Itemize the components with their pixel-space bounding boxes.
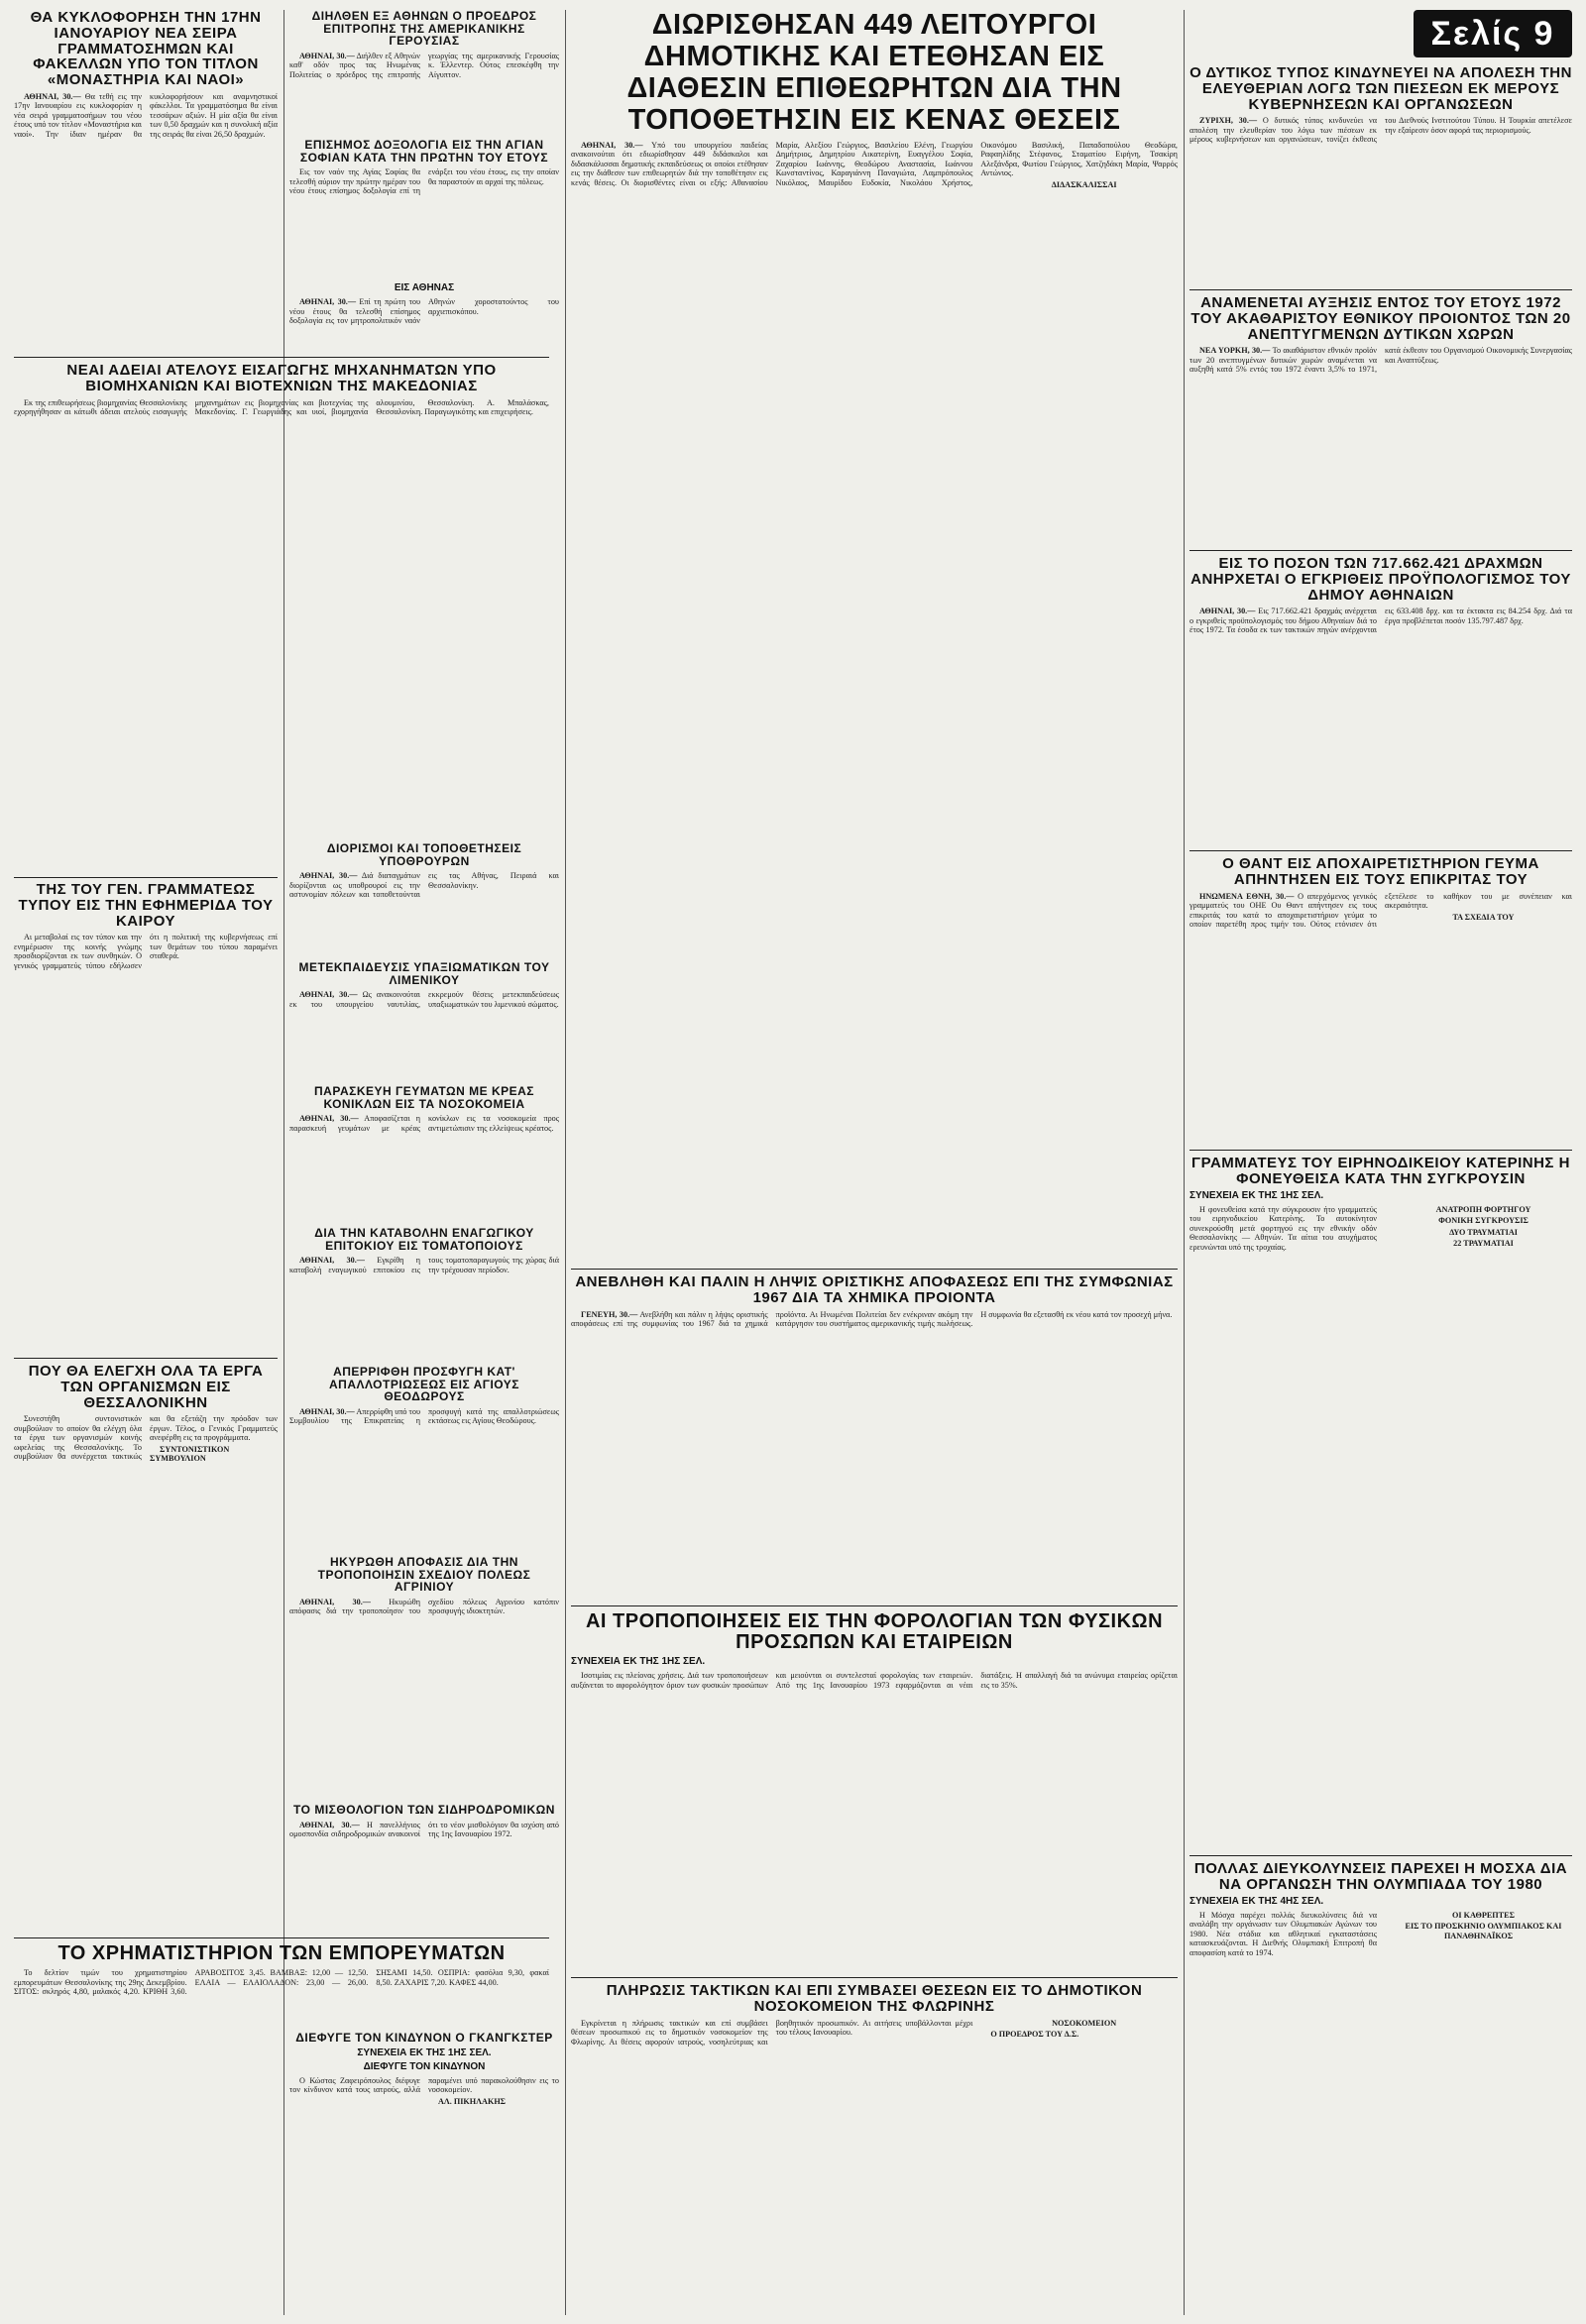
divider (14, 1358, 278, 1359)
article-body: Ισοτιμίας εις πλείονας χρήσεις. Διά των τροποποιήσεων αυξάνεται το αφορολόγητον όριον των φυσικών προσώπων και μειούνται οι συντελεσταί φορολογίας των εταιρειών. Από της 1ης Ιανουαρίου 1973 εφαρμόζονται αι νέαι διατάξεις. Η απαλλαγή διά τα ανώνυμα εταιρείας ορίζεται εις το 35%. (571, 1671, 1178, 1690)
article-body: ΑΘΗΝΑΙ, 30.— Απερρίφθη υπό του Συμβουλίου της Επικρατείας η προσφυγή κατά της απαλλοτριώσεως εκτάσεως εις Αγίους Θεοδώρους. (289, 1406, 559, 1426)
divider (14, 877, 278, 878)
article-body: ΗΝΩΜΕΝΑ ΕΘΝΗ, 30.— Ο απερχόμενος γενικός γραμματεύς του ΟΗΕ Ου Θαντ απήντησεν εις τους επικριτάς του κατά το αποχαιρετιστήριον γεύμα το οποίον παρετέθη προς τιμήν του. Ούτος ετόνισεν ότι εξετέλεσε το καθήκον του με συνέπειαν και ακεραιότητα. ΤΑ ΣΧΕΔΙΑ ΤΟΥ (1190, 891, 1572, 930)
headline: ΗΚΥΡΩΘΗ ΑΠΟΦΑΣΙΣ ΔΙΑ ΤΗΝ ΤΡΟΠΟΠΟΙΗΣΙΝ ΣΧΕΔΙΟΥ ΠΟΛΕΩΣ ΑΓΡΙΝΙΟΥ (317, 1556, 531, 1595)
article-athens (289, 279, 559, 359)
divider (1190, 289, 1572, 290)
divider (1190, 1150, 1572, 1151)
newspaper-page (14, 10, 1572, 2315)
article-body: ΑΘΗΝΑΙ, 30.— Επί τη πρώτη του νέου έτους θα τελεσθή επίσημος δοξολογία εις τον μητροπολιτικόν ναόν Αθηνών χοροστατούντος του αρχιεπισκόπου. (289, 297, 559, 326)
article-port-police (289, 961, 559, 1080)
article-doxology (289, 139, 559, 277)
dateline: ΣΥΝΕΧΕΙΑ ΕΚ ΤΗΣ 1ΗΣ ΣΕΛ. (357, 2047, 492, 2058)
headline: ΔΙΟΡΙΣΜΟΙ ΚΑΙ ΤΟΠΟΘΕΤΗΣΕΙΣ ΥΠΟΘΡΟΥΡΩΝ (326, 842, 522, 868)
headline: ΕΠΙΣΗΜΟΣ ΔΟΞΟΛΟΓΙΑ ΕΙΣ ΤΗΝ ΑΓΙΑΝ ΣΟΦΙΑΝ ΚΑΤΑ ΤΗΝ ΠΡΩΤΗΝ ΤΟΥ ΕΤΟΥΣ (299, 139, 549, 165)
article-body: ΑΘΗΝΑΙ, 30.— Εγκρίθη η καταβολή εναγωγικού επιτοκίου εις τους τοματοπαραγωγούς της χώρας διά την τρέχουσαν περίοδον. (289, 1256, 559, 1274)
article-taxation (571, 1611, 1178, 1973)
article-body: ΑΘΗΝΑΙ, 30.— Διήλθεν εξ Αθηνών καθ' οδόν προς τας Ηνωμένας Πολιτείας ο πρόεδρος της επιτροπής γεωργίας της αμερικανικής Γερουσίας κ. Έλλεντερ. Ούτος επεσκέφθη την Αίγυπτον. (289, 51, 559, 79)
article-body: Το δελτίον τιμών του χρηματιστηρίου εμπορευμάτων Θεσσαλονίκης της 29ης Δεκεμβρίου. ΣΙΤΟΣ: σκληρός 4,80, μαλακός 4,20. ΚΡΙΘΗ 3,60. ΑΡΑΒΟΣΙΤΟΣ 3,45. ΒΑΜΒΑΞ: 12,00 — 12,50. ΕΛΑΙΑ — ΕΛΑΙΟΛΑΔΟΝ: 23,00 — 26,00. ΣΗΣΑΜΙ 14,50. ΟΣΠΡΙΑ: φασόλια 9,30, φακαί 8,50. ΖΑΧΑΡΙΣ 7,20. ΚΑΦΕΣ 44,00. (14, 1968, 549, 1997)
article-guards (289, 842, 559, 956)
headline: ΤΟ ΧΡΗΜΑΤΙΣΤΗΡΙΟΝ ΤΩΝ ΕΜΠΟΡΕΥΜΑΤΩΝ (57, 1943, 506, 1964)
article-body: ΑΘΗΝΑΙ, 30.— Ως ανακοινούται εκ του υπουργείου ναυτιλίας, εκκρεμούν θέσεις μετεκπαιδεύσεως υπαξιωματικών του λιμενικού σώματος. (289, 990, 559, 1009)
divider (1190, 1855, 1572, 1856)
divider (571, 1605, 1178, 1606)
divider (14, 1937, 549, 1938)
article-moscow-olympics (1190, 1861, 1572, 2312)
article-body: Εις τον ναόν της Αγίας Σοφίας θα τελεσθή αύριον την πρώτην ημέραν του νέου έτους επίσημος δοξολογία επί τη ενάρξει του νέου έτους, εις την οποίαν θα παραστούν αι αρχαί της πόλεως. (289, 167, 559, 196)
article-katerini (1190, 1156, 1572, 1849)
article-body: ΑΘΗΝΑΙ, 30.— Διά διαταγμάτων διορίζονται ως υποθρουροί εις την αστυνομίαν πόλεων και τοποθετούνται εις τας Αθήνας, Πειραιά και Θεσσαλονίκην. (289, 871, 559, 900)
article-western-press (1190, 65, 1572, 283)
article-senator (289, 10, 559, 134)
headline: ΤΗΣ ΤΟΥ ΓΕΝ. ΓΡΑΜΜΑΤΕΩΣ ΤΥΠΟΥ ΕΙΣ ΤΗΝ ΕΦΗΜΕΡΙΔΑ ΤΟΥ ΚΑΙΡΟΥ (18, 882, 274, 930)
headline: ΑΝΕΒΛΗΘΗ ΚΑΙ ΠΑΛΙΝ Η ΛΗΨΙΣ ΟΡΙΣΤΙΚΗΣ ΑΠΟΦΑΣΕΩΣ ΕΠΙ ΤΗΣ ΣΥΜΦΩΝΙΑΣ 1967 ΔΙΑ ΤΑ ΧΗΜΙΚΑ ΠΡΟΙΟΝΤΑ (575, 1274, 1174, 1306)
headline: ΔΙΗΛΘΕΝ ΕΞ ΑΘΗΝΩΝ Ο ΠΡΟΕΔΡΟΣ ΕΠΙΤΡΟΠΗΣ ΤΗΣ ΑΜΕΡΙΚΑΝΙΚΗΣ ΓΕΡΟΥΣΙΑΣ (311, 10, 537, 49)
headline: ΑΙ ΤΡΟΠΟΠΟΙΗΣΕΙΣ ΕΙΣ ΤΗΝ ΦΟΡΟΛΟΓΙΑΝ ΤΩΝ ΦΥΣΙΚΩΝ ΠΡΟΣΩΠΩΝ ΚΑΙ ΕΤΑΙΡΕΙΩΝ (585, 1611, 1164, 1653)
headline: ΠΟΥ ΘΑ ΕΛΕΓΧΗ ΟΛΑ ΤΑ ΕΡΓΑ ΤΩΝ ΟΡΓΑΝΙΣΜΩΝ ΕΙΣ ΘΕΣΣΑΛΟΝΙΚΗΝ (28, 1364, 264, 1411)
article-body: ΑΘΗΝΑΙ, 30.— Εις 717.662.421 δραχμάς ανέρχεται ο εγκριθείς προϋπολογισμός του δήμου Αθηναίων διά το έτος 1972. Τα έσοδα εκ των τακτικών πηγών ανέρχονται εις 633.408 δρχ. και τα έκτακτα εις 84.254 δρχ. Διά τα έργα προβλέπεται ποσόν 135.797.487 δρχ. (1190, 607, 1572, 635)
article-thant (1190, 856, 1572, 1144)
article-thessaloniki-works (14, 1364, 278, 1929)
article-body: ΑΘΗΝΑΙ, 30.— Αποφασίζεται η παρασκευή γευμάτων με κρέας κονίκλων εις τα νοσοκομεία προς αντιμετώπισιν της ελλείψεως κρέατος. (289, 1114, 559, 1133)
article-body: Αι μεταβολαί εις τον τύπον και την ενημέρωσιν της κοινής γνώμης προσδιορίζονται εκ των συνθηκών. Ο γενικός γραμματεύς τύπου εδήλωσεν ότι η πολιτική της κυβερνήσεως επί των θεμάτων του τύπου παραμένει σταθερά. (14, 933, 278, 970)
headline: Ο ΘΑΝΤ ΕΙΣ ΑΠΟΧΑΙΡΕΤΙΣΤΗΡΙΟΝ ΓΕΥΜΑ ΑΠΗΝΤΗΣΕΝ ΕΙΣ ΤΟΥΣ ΕΠΙΚΡΙΤΑΣ ΤΟΥ (1222, 856, 1539, 888)
headline: ΠΛΗΡΩΣΙΣ ΤΑΚΤΙΚΩΝ ΚΑΙ ΕΠΙ ΣΥΜΒΑΣΕΙ ΘΕΣΕΩΝ ΕΙΣ ΤΟ ΔΗΜΟΤΙΚΟΝ ΝΟΣΟΚΟΜΕΙΟΝ ΤΗΣ ΦΛΩΡΙΝΗΣ (606, 1983, 1143, 2015)
headline: ΝΕΑΙ ΑΔΕΙΑΙ ΑΤΕΛΟΥΣ ΕΙΣΑΓΩΓΗΣ ΜΗΧΑΝΗΜΑΤΩΝ ΥΠΟ ΒΙΟΜΗΧΑΝΙΩΝ ΚΑΙ ΒΙΟΤΕΧΝΙΩΝ ΤΗΣ ΜΑΚΕΔΟΝΙΑΣ (66, 363, 497, 394)
headline: ΠΟΛΛΑΣ ΔΙΕΥΚΟΛΥΝΣΕΙΣ ΠΑΡΕΧΕΙ Η ΜΟΣΧΑ ΔΙΑ ΝΑ ΟΡΓΑΝΩΣΗ ΤΗΝ ΟΛΥΜΠΙΑΔΑ ΤΟΥ 1980 (1193, 1861, 1568, 1893)
headline: ΔΙΕΦΥΓΕ ΤΟΝ ΚΙΝΔΥΝΟΝ Ο ΓΚΑΝΓΚΣΤΕΡ (295, 2032, 553, 2045)
divider (1190, 850, 1572, 851)
article-gangster (289, 2032, 559, 2309)
section-heading: ΕΙΣ ΑΘΗΝΑΣ (394, 282, 455, 293)
article-budget (1190, 556, 1572, 843)
article-body: ΑΘΗΝΑΙ, 30.— Θα τεθή εις την 17ην Ιανουαρίου εις κυκλοφορίαν η νέα σειρά γραμματοσήμων του νέου έτους υπό τον τίτλον «Μοναστήρια και ναοί». Την ίδιαν ημέραν θα κυκλοφορήσουν και αναμνηστικοί φάκελλοι. Τα γραμματόσημα θα είναι τεσσάρων αξιών. Η μία αξία θα είναι των 0,50 δραχμών και η συνολική αξία της σειράς θα είναι 26,50 δραχμών. (14, 91, 278, 139)
article-chemicals (571, 1274, 1178, 1602)
headline: ΘΑ ΚΥΚΛΟΦΟΡΗΣΗ ΤΗΝ 17ΗΝ ΙΑΝΟΥΑΡΙΟΥ ΝΕΑ ΣΕΙΡΑ ΓΡΑΜΜΑΤΟΣΗΜΩΝ ΚΑΙ ΦΑΚΕΛΛΩΝ ΥΠΟ ΤΟΝ ΤΙΤΛΟΝ «ΜΟΝΑΣΤΗΡΙΑ ΚΑΙ ΝΑΟΙ» (30, 10, 262, 88)
article-body: Η φονευθείσα κατά την σύγκρουσιν ήτο γραμματεύς του ειρηνοδικείου Κατερίνης. Το αυτοκίνητον συνεκρούσθη μετά φορτηγού εις την εθνικήν οδόν Θεσσαλονίκης — Αθηνών. Τα αίτια του ατυχήματος ερευνώνται υπό της τροχαίας. ΑΝΑΤΡΟΠΗ ΦΟΡΤΗΓΟΥ ΦΟΝΙΚΗ ΣΥΓΚΡΟΥΣΙΣ ΔΥΟ ΤΡΑΥΜΑΤΙΑΙ 22 ΤΡΑΥΜΑΤΙΑΙ (1190, 1204, 1531, 1252)
dateline: ΣΥΝΕΧΕΙΑ ΕΚ ΤΗΣ 1ΗΣ ΣΕΛ. (571, 1656, 706, 1667)
article-rabbit-meals (289, 1085, 559, 1219)
article-agrinio (289, 1556, 559, 1739)
headline: ΤΟ ΜΙΣΘΟΛΟΓΙΟΝ ΤΩΝ ΣΙΔΗΡΟΔΡΟΜΙΚΩΝ (293, 1804, 555, 1817)
article-body: ΓΕΝΕΥΗ, 30.— Ανεβλήθη και πάλιν η λήψις οριστικής αποφάσεως επί της συμφωνίας του 1967 διά τα χημικά προϊόντα. Αι Ηνωμέναι Πολιτείαι δεν ενέκριναν ακόμη την κατάργησιν του συστήματος αμερικανικής τιμής πωλήσεως. Η συμφωνία θα εξετασθή εκ νέου κατά τον προσεχή μήνα. (571, 1309, 1173, 1329)
divider (571, 1977, 1178, 1978)
headline: ΜΕΤΕΚΠΑΙΔΕΥΣΙΣ ΥΠΑΞΙΩΜΑΤΙΚΩΝ ΤΟΥ ΛΙΜΕΝΙΚΟΥ (298, 961, 550, 987)
article-tomato (289, 1227, 559, 1356)
article-body: Η Μόσχα παρέχει πολλάς διευκολύνσεις διά να αναλάβη την οργάνωσιν των Ολυμπιακών Αγώνων του 1980. Νέα στάδια και αθλητικαί εγκαταστάσεις κατασκευάζονται. Η Διεθνής Ολυμπιακή Επιτροπή θα αποφασίση κατά το 1974. ΟΙ ΚΑΘΡΕΠΤΕΣ ΕΙΣ ΤΟ ΠΡΟΣΚΗΝΙΟ ΟΛΥΜΠΙΑΚΟΣ ΚΑΙ ΠΑΝΑΘΗΝΑΪΚΟΣ (1190, 1910, 1562, 1957)
article-body: Εκ της επιθεωρήσεως βιομηχανίας Θεσσαλονίκης εχορηγήθησαν αι κάτωθι άδειαι ατελούς εισαγωγής μηχανημάτων εις βιομηχανίας και βιοτεχνίας της Μακεδονίας. Γ. Γεωργιάδης και υιοί, βιομηχανία αλουμινίου, Θεσσαλονίκη. Α. Μπαλάσκας, Θεσσαλονίκη. Παραγωγικότης και επιχειρήσεις. (14, 397, 549, 417)
headline: ΠΑΡΑΣΚΕΥΗ ΓΕΥΜΑΤΩΝ ΜΕ ΚΡΕΑΣ ΚΟΝΙΚΛΩΝ ΕΙΣ ΤΑ ΝΟΣΟΚΟΜΕΙΑ (314, 1085, 534, 1111)
article-body: ΑΘΗΝΑΙ, 30.— Υπό του υπουργείου παιδείας ανακοινούται ότι εδιωρίσθησαν 449 διδάσκαλοι και διδασκάλισσαι δημοτικής εκπαιδεύσεως οι οποίοι ετέθησαν εις την διάθεσιν των επιθεωρητών διά την τοποθέτησιν εις κενάς θέσεις. Οι διορισθέντες είναι οι εξής: Αθανασίου Μαρία, Αλεξίου Γεώργιος, Βασιλείου Ελένη, Γεωργίου Δημήτριος, Δημητρίου Αικατερίνη, Ευαγγέλου Σοφία, Ζαχαρίου Ιωάννης, Θεοδώρου Αναστασία, Ιωάννου Κωνσταντίνος, Καραγιάννη Παναγιώτα, Λαμπρόπουλος Νικόλαος, Μαυρίδου Ευδοκία, Νικολάου Χρήστος, Οικονόμου Βασιλική, Παπαδοπούλου Θεοδώρα, Ραφαηλίδης Στέφανος, Σταματίου Ειρήνη, Τσακίρη Αλεξάνδρα, Φωτίου Γεώργιος, Χατζηδάκη Μαρία, Ψαρρός Αντώνιος. ΔΙΔΑΣΚΑΛΙΣΣΑΙ (571, 140, 1178, 189)
divider (571, 1269, 1178, 1270)
article-body: Εγκρίνεται η πλήρωσις τακτικών και επί συμβάσει θέσεων προσωπικού εις το δημοτικόν νοσοκομείον της Φλωρίνης. Αι θέσεις αφορούν ιατρούς, νοσηλεύτριας και βοηθητικόν προσωπικόν. Αι αιτήσεις υποβάλλονται μέχρι του τέλους Ιανουαρίου. ΝΟΣΟΚΟΜΕΙΟΝ Ο ΠΡΟΕΔΡΟΣ ΤΟΥ Δ.Σ. (571, 2018, 1117, 2047)
article-press-secretary (14, 882, 278, 1348)
article-body: ΑΘΗΝΑΙ, 30.— Η πανελλήνιος ομοσπονδία σιδηροδρομικών ανακοινοί ότι το νέον μισθολόγιον θα ισχύση από της 1ης Ιανουαρίου 1972. (289, 1820, 559, 1839)
article-florina-hospital (571, 1983, 1178, 2310)
page-number-masthead: Σελίς 9 (1414, 10, 1572, 57)
article-imports (14, 363, 549, 838)
article-railway-pay (289, 1804, 559, 1923)
headline: Ο ΔΥΤΙΚΟΣ ΤΥΠΟΣ ΚΙΝΔΥΝΕΥΕΙ ΝΑ ΑΠΟΛΕΣΗ ΤΗΝ ΕΛΕΥΘΕΡΙΑΝ ΛΟΓΩ ΤΩΝ ΠΙΕΣΕΩΝ ΕΚ ΜΕΡΟΥΣ ΚΥΒΕΡΝΗΣΕΩΝ ΚΑΙ ΟΡΓΑΝΩΣΕΩΝ (1190, 65, 1572, 113)
article-body: ΖΥΡΙΧΗ, 30.— Ο δυτικός τύπος κινδυνεύει να απολέση την ελευθερίαν του λόγω των πιέσεων εκ μέρους κυβερνήσεων και οργανώσεων, τονίζει έκθεσις του Διεθνούς Ινστιτούτου Τύπου. Η Τουρκία απετέλεσε την εξαίρεσιν όσον αφορά τας περιορισμούς. (1190, 116, 1572, 145)
headline: ΕΙΣ ΤΟ ΠΟΣΟΝ ΤΩΝ 717.662.421 ΔΡΑΧΜΩΝ ΑΝΗΡΧΕΤΑΙ Ο ΕΓΚΡΙΘΕΙΣ ΠΡΟΫΠΟΛΟΓΙΣΜΟΣ ΤΟΥ ΔΗΜΟΥ ΑΘΗΝΑΙΩΝ (1190, 556, 1571, 604)
dateline: ΣΥΝΕΧΕΙΑ ΕΚ ΤΗΣ 4ΗΣ ΣΕΛ. (1190, 1895, 1324, 1907)
article-body: ΑΘΗΝΑΙ, 30.— Ηκυρώθη απόφασις διά την τροποποίησιν του σχεδίου πόλεως Αγρινίου κατόπιν προσφυγής ιδιοκτητών. (289, 1597, 559, 1616)
headline: ΑΠΕΡΡΙΦΘΗ ΠΡΟΣΦΥΓΗ ΚΑΤ' ΑΠΑΛΛΟΤΡΙΩΣΕΩΣ ΕΙΣ ΑΓΙΟΥΣ ΘΕΟΔΩΡΟΥΣ (328, 1366, 519, 1404)
headline: ΔΙΩΡΙΣΘΗΣΑΝ 449 ΛΕΙΤΟΥΡΓΟΙ ΔΗΜΟΤΙΚΗΣ ΚΑΙ ΕΤΕΘΗΣΑΝ ΕΙΣ ΔΙΑΘΕΣΙΝ ΕΠΙΘΕΩΡΗΤΩΝ ΔΙΑ ΤΗΝ ΤΟΠΟΘΕΤΗΣΙΝ ΕΙΣ ΚΕΝΑΣ ΘΕΣΕΙΣ (626, 10, 1122, 136)
subheading: ΔΙΕΦΥΓΕ ΤΟΝ ΚΙΝΔΥΝΟΝ (363, 2060, 486, 2072)
column-rule (565, 10, 566, 2315)
article-stamps (14, 10, 278, 352)
article-gnp (1190, 295, 1572, 543)
article-body: Συνεστήθη συντονιστικόν συμβούλιον το οποίον θα ελέγχη όλα τα έργα των οργανισμών κοινής ωφελείας της Θεσσαλονίκης. Το συμβούλιον θα συνέρχεται τακτικώς και θα εξετάζη την πρόοδον των έργων. Τέλος, ο Γενικός Γραμματεύς ανεφέρθη εις τα προγράμματα. ΣΥΝΤΟΝΙΣΤΙΚΟΝ ΣΥΜΒΟΥΛΙΟΝ (14, 1414, 278, 1464)
headline: ΓΡΑΜΜΑΤΕΥΣ ΤΟΥ ΕΙΡΗΝΟΔΙΚΕΙΟΥ ΚΑΤΕΡΙΝΗΣ Η ΦΟΝΕΥΘΕΙΣΑ ΚΑΤΑ ΤΗΝ ΣΥΓΚΡΟΥΣΙΝ (1191, 1156, 1570, 1187)
article-body: Ο Κώστας Ζαφειρόπουλος διέφυγε τον κίνδυνον κατά τους ιατρούς, αλλά παραμένει υπό παρακολούθησιν εις το νοσοκομείον. ΑΛ. ΠΙΚΗΛΑΚΗΣ (289, 2075, 559, 2106)
column-rule (1184, 10, 1185, 2315)
divider (1190, 550, 1572, 551)
article-teachers (571, 10, 1178, 1264)
dateline: ΣΥΝΕΧΕΙΑ ΕΚ ΤΗΣ 1ΗΣ ΣΕΛ. (1190, 1189, 1324, 1201)
headline: ΑΝΑΜΕΝΕΤΑΙ ΑΥΞΗΣΙΣ ΕΝΤΟΣ ΤΟΥ ΕΤΟΥΣ 1972 ΤΟΥ ΑΚΑΘΑΡΙΣΤΟΥ ΕΘΝΙΚΟΥ ΠΡΟΙΟΝΤΟΣ ΤΩΝ 20 ΑΝΕΠΤΥΓΜΕΝΩΝ ΔΥΤΙΚΩΝ ΧΩΡΩΝ (1190, 295, 1571, 343)
article-body: ΝΕΑ ΥΟΡΚΗ, 30.— Το ακαθάριστον εθνικόν προϊόν των 20 ανεπτυγμένων δυτικών χωρών αναμένεται να αυξηθή κατά 5% εντός του 1972 έναντι 3,5% το 1971, κατά έκθεσιν του Οργανισμού Οικονομικής Συνεργασίας και Αναπτύξεως. (1190, 346, 1572, 375)
article-expropriation (289, 1366, 559, 1549)
headline: ΔΙΑ ΤΗΝ ΚΑΤΑΒΟΛΗΝ ΕΝΑΓΩΓΙΚΟΥ ΕΠΙΤΟΚΙΟΥ ΕΙΣ ΤΟΜΑΤΟΠΟΙΟΥΣ (314, 1227, 534, 1253)
